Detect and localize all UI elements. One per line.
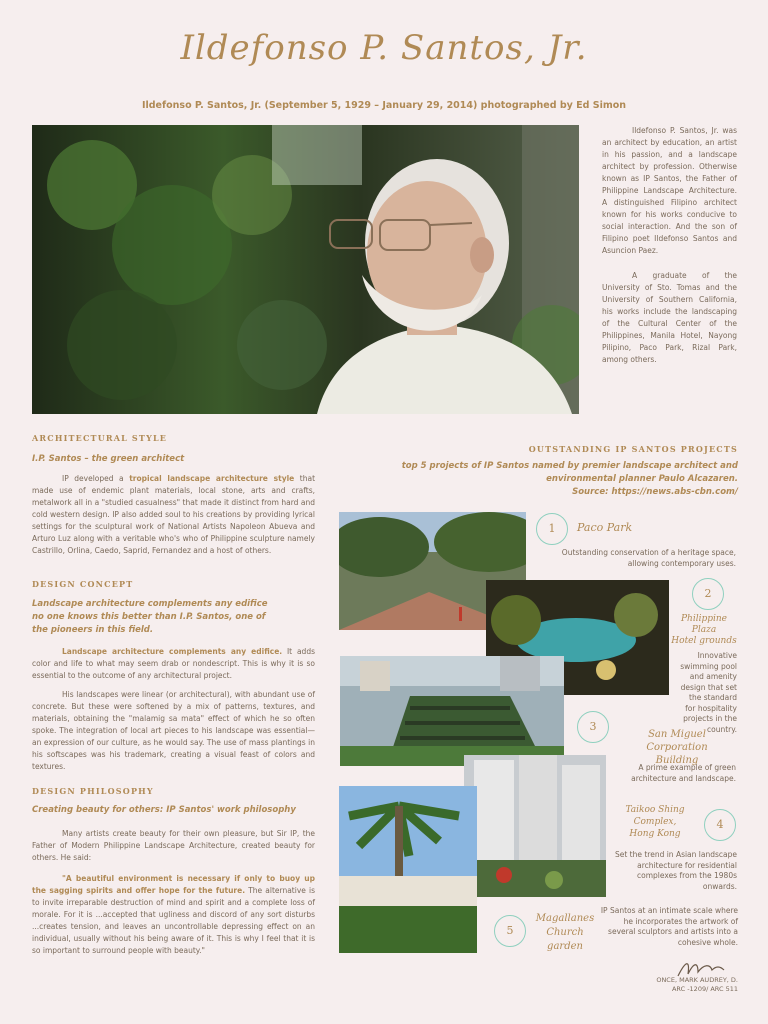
project-desc-1 bbox=[530, 548, 736, 569]
desc-line: IP Santos at an intimate scale where bbox=[600, 906, 738, 915]
project-number-3: 3 bbox=[577, 711, 609, 743]
author-name: ONCE, MARK AUDREY, D. bbox=[656, 976, 738, 984]
text-run: It adds color and life to what may seem drab or nondescript. This is why it is so essential to the outcome of any architectural project. bbox=[32, 647, 315, 680]
desc-line: the standard bbox=[689, 693, 737, 702]
subheading-line: no one knows this better than I.P. Santos, one of bbox=[32, 612, 266, 622]
desc-line: onwards. bbox=[702, 881, 737, 891]
course-code: ARC -1209/ ARC 511 bbox=[671, 985, 738, 993]
design-philosophy-quote bbox=[32, 873, 315, 957]
desc-line: projects in the bbox=[683, 714, 737, 723]
project-number-2: 2 bbox=[692, 578, 724, 610]
project-number-1: 1 bbox=[536, 513, 568, 545]
project-desc-5 bbox=[596, 906, 738, 948]
bio-paragraph-2: A graduate of the University of Sto. Tomas and the University of Southern California, his works include the landscaping of the Cultural Center of the Philippines, Manila Hotel, Nayong Pilipino, Paco Park, Rizal Park, among others. bbox=[602, 271, 737, 364]
design-concept-paragraph-2: His landscapes were linear (or architectural), with abundant use of concrete. But these were softened by a mix of patterns, textures, and materials, obtaining the "malamig sa mata" effect of which he so often spoke. The integration of local art pieces to his landscape was essential—an expression of our culture, as he would say. The use of mass plantings in his softscapes was his trademark, creating a visual feast of colors and textures. bbox=[32, 690, 315, 771]
projects-heading: OUTSTANDING IP SANTOS PROJECTS bbox=[528, 444, 738, 454]
text-run: IP developed a bbox=[62, 474, 130, 483]
architectural-style-text bbox=[32, 473, 315, 557]
desc-line: complexes from the 1980s bbox=[637, 871, 737, 880]
project-name-2 bbox=[668, 614, 740, 647]
subheading-line: Landscape architecture complements any edifice bbox=[32, 599, 268, 609]
source-link[interactable]: Source: https://news.abs-cbn.com/ bbox=[572, 487, 738, 497]
subheading-line: the pioneers in this field. bbox=[32, 625, 154, 635]
magallanes-church-garden-photo bbox=[339, 786, 477, 953]
project-name-3 bbox=[616, 728, 738, 767]
projects-intro bbox=[330, 460, 738, 499]
project-name-5 bbox=[530, 912, 600, 954]
desc-line: and amenity bbox=[689, 672, 737, 681]
text-run: that made use of endemic plant materials, local stone, arts and crafts, metalwork all in a "studied casualness" that made it distinct from hard and cold western design. IP also added soul to his creations by providing lyrical settings for the sculptural work of National Artists Napoleon Abueva and Arturo Luz along with a veritable who's who of Philippine sculpture namely Castrillo, Orlina, Caedo, Saprid, Fernandez and a host of others. bbox=[32, 474, 316, 555]
name-line: Hong Kong bbox=[629, 829, 681, 839]
name-line: San Miguel Corporation bbox=[646, 729, 708, 753]
design-philosophy-heading: DESIGN PHILOSOPHY bbox=[32, 786, 154, 796]
text-run: The alternative is to invite irreparable destruction of mind and spirit and a complete loss of morale. For it is ...accepted that ugliness and discord of any sort disturbs ...creates tension, and leaves an uncontrollable depressing effect on an individual, usually without his being aware of it. This is why I feel that it is so important to surround people with beauty." bbox=[32, 886, 315, 955]
desc-line: A prime example of green bbox=[638, 763, 736, 772]
author-credit bbox=[600, 976, 738, 994]
quote-text: "A beautiful environment is necessary if only to buoy up the sagging spirits and offer hope for the future. bbox=[32, 874, 315, 895]
design-philosophy-paragraph-1: Many artists create beauty for their own pleasure, but Sir IP, the Father of Modern Philippine Landscape Architecture, created beauty for others. He said: bbox=[32, 829, 315, 862]
project-desc-2 bbox=[672, 651, 737, 735]
taikoo-shing-photo bbox=[464, 755, 606, 897]
name-line: Hotel grounds bbox=[671, 636, 737, 646]
desc-line: cohesive whole. bbox=[677, 937, 738, 947]
page-title: Ildefonso P. Santos, Jr. bbox=[180, 28, 588, 68]
desc-line: country. bbox=[707, 724, 737, 734]
desc-line: several sculptors and artists into a bbox=[608, 927, 738, 936]
desc-line: Innovative bbox=[697, 651, 737, 660]
san-miguel-building-photo bbox=[340, 656, 564, 766]
design-concept-subheading bbox=[32, 598, 322, 637]
photo-caption: Ildefonso P. Santos, Jr. (September 5, 1929 – January 29, 2014) photographed by Ed Simon bbox=[141, 100, 627, 111]
desc-line: architecture and landscape. bbox=[631, 773, 736, 783]
name-line: Taikoo Shing Complex, bbox=[625, 805, 685, 827]
design-concept-heading: DESIGN CONCEPT bbox=[32, 579, 134, 589]
bio-paragraph-1: Ildefonso P. Santos, Jr. was an architect by education, an artist in his passion, and a landscape architect by profession. Otherwise known as IP Santos, the Father of Philippine Landscape Architecture. A distinguished Filipino architect known for his works conducive to social interaction. And the son of Filipino poet Ildefonso Santos and Asuncion Paez. bbox=[602, 126, 737, 255]
desc-line: swimming pool bbox=[680, 661, 737, 671]
project-number-4: 4 bbox=[704, 809, 736, 841]
project-name-4 bbox=[610, 804, 700, 840]
intro-line: environmental planner Paulo Alcazaren. bbox=[546, 474, 738, 484]
desc-line: architecture for residential bbox=[637, 860, 737, 870]
intro-line: top 5 projects of IP Santos named by premier landscape architect and bbox=[401, 461, 738, 471]
architectural-style-heading: ARCHITECTURAL STYLE bbox=[32, 433, 168, 443]
bio-section bbox=[602, 125, 737, 366]
desc-line: allowing contemporary uses. bbox=[627, 558, 736, 568]
name-line: Church garden bbox=[546, 927, 584, 952]
desc-line: for hospitality bbox=[685, 703, 737, 713]
portrait-photo bbox=[32, 125, 579, 414]
text-emphasis: Landscape architecture complements any edifice. bbox=[62, 647, 283, 656]
project-desc-3 bbox=[600, 763, 736, 784]
name-line: Building bbox=[655, 755, 699, 766]
text-emphasis: tropical landscape architecture style bbox=[129, 474, 295, 483]
desc-line: he incorporates the artwork of bbox=[623, 916, 738, 926]
name-line: Magallanes bbox=[535, 913, 595, 924]
desc-line: Set the trend in Asian landscape bbox=[614, 850, 737, 859]
name-line: Philippine Plaza bbox=[680, 614, 727, 635]
desc-line: Outstanding conservation of a heritage space, bbox=[561, 548, 736, 557]
project-number-5: 5 bbox=[494, 915, 526, 947]
project-name-1: Paco Park bbox=[577, 521, 633, 534]
design-philosophy-subheading: Creating beauty for others: IP Santos' work philosophy bbox=[32, 805, 296, 815]
design-concept-paragraph-1 bbox=[32, 646, 315, 682]
architectural-style-subheading: I.P. Santos – the green architect bbox=[32, 454, 185, 464]
project-desc-4 bbox=[608, 850, 737, 892]
desc-line: design that set bbox=[680, 682, 737, 692]
